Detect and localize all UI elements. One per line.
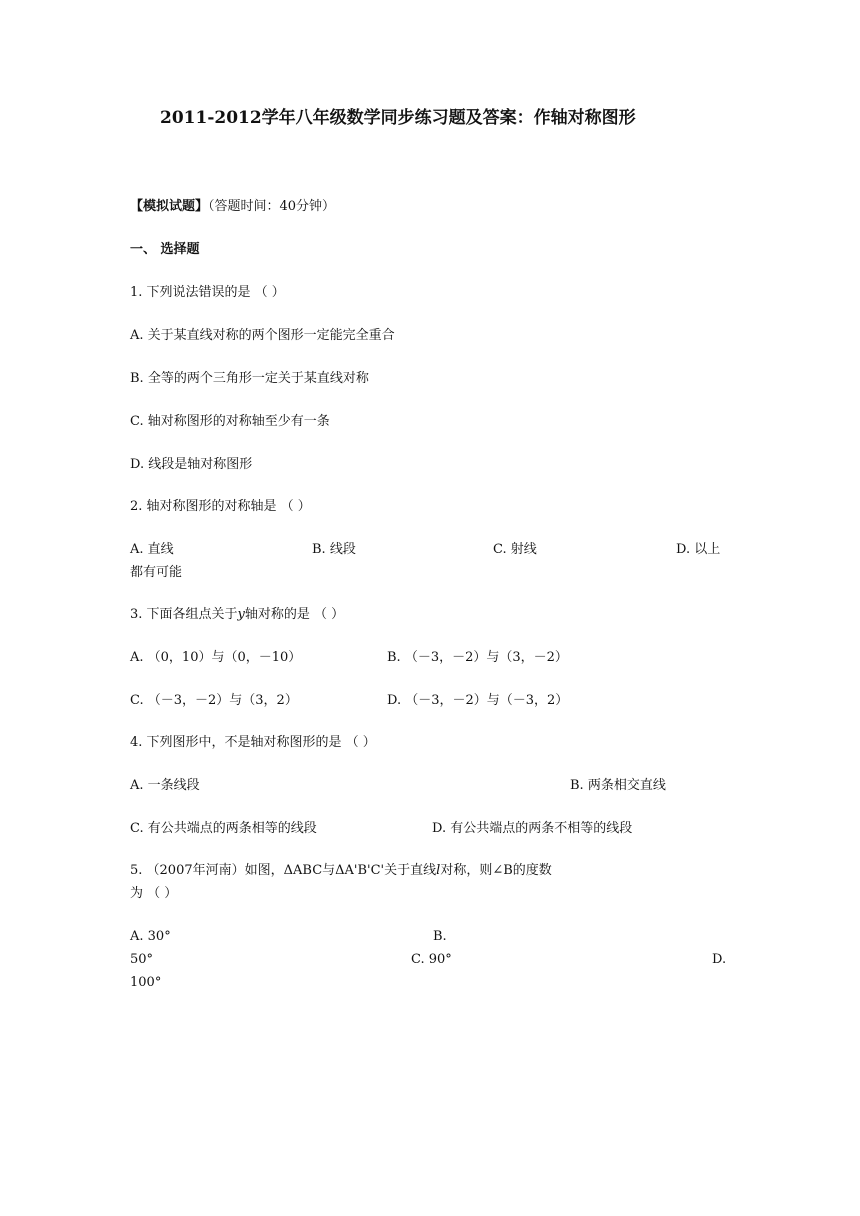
question-4-stem: 4. 下列图形中，不是轴对称图形的是 （ ）	[130, 735, 376, 750]
question-1-option-b: B. 全等的两个三角形一定关于某直线对称	[130, 371, 369, 386]
question-5-option-b-value: 50°	[130, 952, 154, 967]
question-2-option-c: C. 射线	[493, 542, 537, 557]
part-heading: 一、 选择题	[130, 242, 200, 257]
question-3-option-a: A. （0，10）与（0，－10）	[130, 650, 302, 665]
question-5-option-c: C. 90°	[411, 952, 452, 967]
question-2-option-d: D. 以上	[676, 542, 721, 557]
question-2-option-a: A. 直线	[130, 542, 174, 557]
question-5-option-d: D.	[712, 952, 727, 967]
question-4-option-c: C. 有公共端点的两条相等的线段	[130, 821, 317, 836]
question-1-option-a: A. 关于某直线对称的两个图形一定能完全重合	[130, 328, 395, 343]
question-1-option-d: D. 线段是轴对称图形	[130, 457, 253, 472]
section-tag: 【模拟试题】	[130, 199, 209, 214]
question-4-option-b: B. 两条相交直线	[570, 778, 666, 793]
question-5-option-d-value: 100°	[130, 975, 162, 990]
question-5-stem-text: 5. （2007年河南）如图，ΔABC与ΔA'B'C'关于直线	[130, 863, 437, 878]
question-2-option-b: B. 线段	[312, 542, 356, 557]
question-4-option-d: D. 有公共端点的两条不相等的线段	[432, 821, 633, 836]
question-4-option-a: A. 一条线段	[130, 778, 200, 793]
question-5-stem	[130, 863, 552, 879]
question-5-option-b: B.	[433, 929, 447, 944]
question-3-option-c: C. （－3，－2）与（3，2）	[130, 693, 298, 708]
question-1-stem: 1. 下列说法错误的是 （ ）	[130, 285, 285, 300]
question-5-stem-tail: 对称，则∠B的度数	[440, 863, 552, 878]
question-3-option-d: D. （－3，－2）与（－3，2）	[387, 693, 569, 708]
question-3-stem-text: 3. 下面各组点关于	[130, 607, 238, 622]
question-3-stem-tail: 轴对称的是 （ ）	[244, 607, 345, 622]
question-5-stem-line2: 为 （ ）	[130, 886, 178, 901]
document-title: 2011-2012学年八年级数学同步练习题及答案：作轴对称图形	[160, 108, 636, 128]
question-3-stem	[130, 607, 344, 623]
section-header	[130, 199, 335, 215]
question-1-option-c: C. 轴对称图形的对称轴至少有一条	[130, 414, 330, 429]
question-5-line-variable: l	[436, 863, 441, 878]
question-3-axis-variable: y	[237, 607, 245, 622]
question-2-option-d-continued: 都有可能	[130, 565, 183, 580]
question-3-option-b: B. （－3，－2）与（3，－2）	[387, 650, 568, 665]
question-5-option-a: A. 30°	[130, 929, 171, 944]
question-2-stem: 2. 轴对称图形的对称轴是 （ ）	[130, 499, 311, 514]
section-time: （答题时间：40分钟）	[208, 199, 336, 214]
